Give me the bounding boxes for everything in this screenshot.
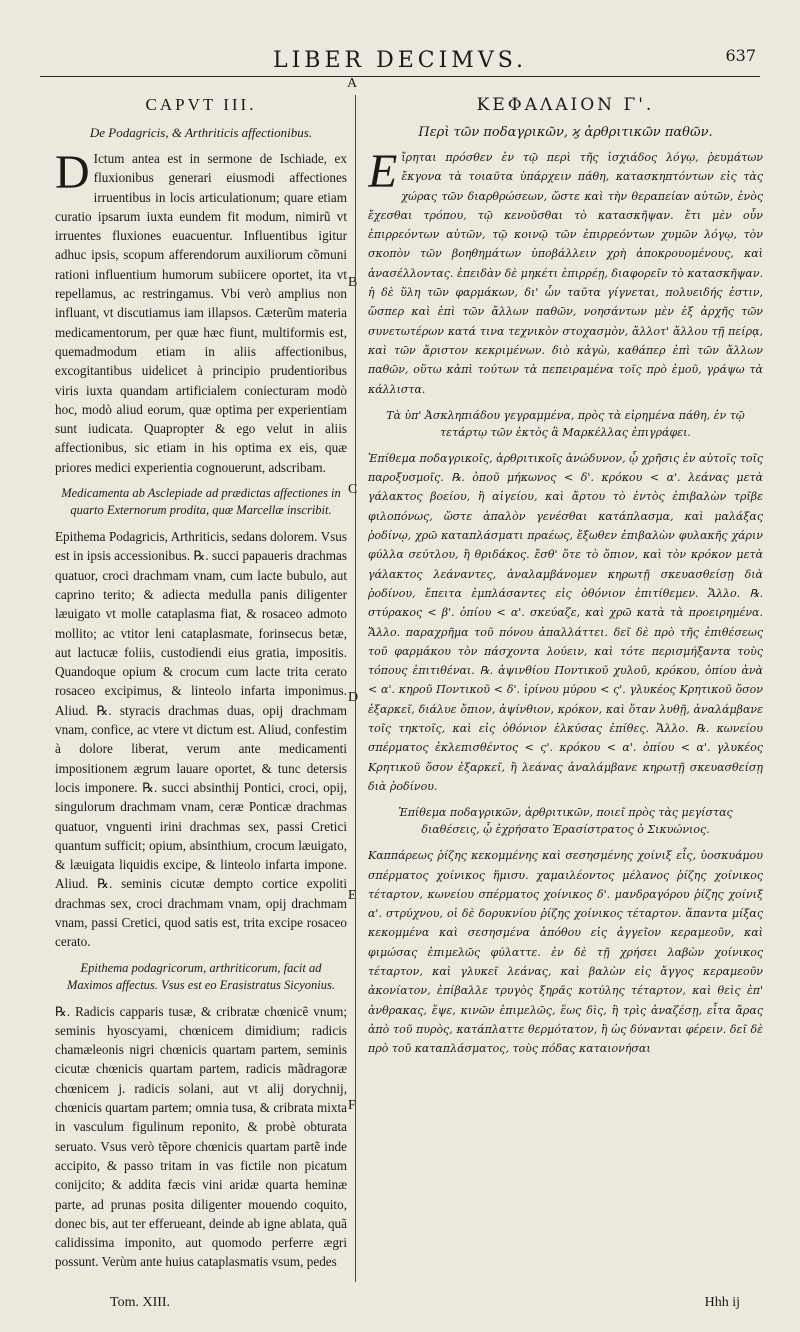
margin-letter-f: F: [348, 1098, 356, 1113]
latin-dropcap: D: [55, 146, 90, 199]
margin-letter-d: D: [348, 690, 359, 705]
latin-column: [55, 95, 347, 1272]
latin-heading-asclepiades: Medicamenta ab Asclepiade ad prædictas affectiones in quarto Externorum prodita, quæ Marcellæ inscribit.: [61, 486, 341, 518]
margin-letter-b: B: [348, 275, 358, 290]
latin-paragraph-1-text: Ictum antea est in sermone de Ischiade, ex fluxionibus generari eiusmodi affectiones irruentibus in locis articulationum; quare etiam curatio ipsarum iuxta eundem fit modum, nimirũ vt irruentes fluxiones euacuentur. Influentibus igitur adhuc ipsis, scopum afferendorum auxiliorum cõmuni rationi influentium humorum subiicere oportet, ita vt repellamus, ac restringamus. Vbi verò amplius non influant, vt discutiamus iam illapsos. Cæterũm materia medicamentorum, per quæ hæc fiunt, multiformis est, quemadmodum etiam in aliis affectionibus, excogitantibus uidelicet à principio prudentioribus viris iuxta quandam artificialem coniecturam modò hoc, modò aliud eorum, quæ optima per experientiam sunt iudicata. Quapropter & ego velut in aliis affectionibus, sic etiam in his optima ex eis, quæ priores medici experientia cognouerunt, adscribam.: [55, 151, 347, 475]
greek-paragraph-1: [368, 145, 763, 399]
latin-heading-erasistratus: Epithema podagricorum, arthriticorum, facit ad Maximos affectus. Vsus est eo Erasistratus Sicyonius.: [66, 960, 336, 992]
margin-letter-e: E: [348, 888, 357, 903]
latin-paragraph-3: ℞. Radicis capparis tusæ, & cribratæ chœnicẽ vnum; seminis hyoscyami, chœnicem dimidium; radicis chamæleonis nigri chœnicis quartam partem, seminis cicutæ chœnicis quartam partem, radicis mãdragoræ chœnicem j. radicis solani, aut vt alij dorychnij, chœnicis quartam partem; omnia tusa, & cribrata mixta in vasculum figulinum reponito, & probè obturata seruato. Vsus verò tẽpore chœnicis quartam partẽ inde accipito, & passo tritam in vas fictile non picatum conijcito; & addita fæcis vini aridæ quarta heminæ parte, ad prunas posita diligenter mouendo coquito, donec bis, aut ter efferueant, deinde ab igne ablata, quã calidissima imponito, aut quomodo perferre ægri possunt. Verùm ante huius cataplasmatis vsum, pedes: [55, 1003, 347, 1270]
greek-dropcap: Ε: [368, 145, 398, 198]
page-footer: [0, 1295, 800, 1319]
greek-heading-erasistratus: Ἐπίθεμα ποδαγρικῶν, ἀρθριτικῶν, ποιεῖ πρὸς τὰς μεγίστας διαθέσεις, ᾧ ἐχρήσατο Ἐρασίστρατος ὁ Σικυώνιος.: [398, 806, 733, 837]
greek-paragraph-3: Καππάρεως ῥίζης κεκομμένης καὶ σεσησμένης χοίνιξ εἷς, ὑοσκυάμου σπέρματος χοίνικος ἥμισυ. χαμαιλέοντος μέλανος ῥίζης χοίνικος τέταρτον, κωνείου σπέρματος χοίνικος δ'. μανδραγόρου ῥίζης χοίνιξ α'. στρύχνου, οἱ δὲ δορυκνίου ῥίζης χοίνικος τέταρτον. ἅπαντα μίξας κεκομμένα καὶ σεσησμένα ἀπόθου εἰς ἀγγεῖον κεραμεοῦν, καὶ φιμώσας ἐπιμελῶς φύλαττε. ἐν δὲ τῇ χρήσει λαβὼν χοίνικος τέταρτον, καὶ γλυκεῖ λεάνας, καὶ βαλὼν εἰς ἄγγος κεραμεοῦν ἀκονίατον, ἐπίβαλλε τρυγὸς ξηρᾶς κοτύλης τέταρτον, καὶ θεὶς ἐπ' ἀνθρακας, ἕψε, κινῶν ἐπιμελῶς, ἕως δὶς, ἢ τρὶς ἀναζέσῃ, εἶτα ἄρας ἀπὸ τοῦ πυρὸς, κατάπλαττε θερμότατον, ἢ ὡς δύνανται φέρειν. δεῖ δὲ πρὸ τοῦ καταπλάσματος, τοὺς πόδας καταιονήσαι: [368, 849, 763, 1056]
signature-mark: Tom. XIII.: [110, 1295, 171, 1310]
page-header: [40, 40, 760, 80]
greek-heading-asclepiades: Τὰ ὑπ' Ἀσκληπιάδου γεγραμμένα, πρὸς τὰ εἰρημένα πάθη, ἐν τῷ τετάρτῳ τῶν ἐκτὸς ἃ Μαρκέλλας ἐπιγράφει.: [386, 408, 745, 439]
latin-paragraph-1: [55, 146, 347, 477]
greek-chapter-title: ΚΕΦΑΛΑΙΟΝ Γ'.: [476, 95, 655, 115]
margin-letter-a: A: [347, 76, 358, 91]
latin-chapter-title: CAPVT III.: [145, 95, 257, 114]
greek-paragraph-2: Ἐπίθεμα ποδαγρικοῖς, ἀρθριτικοῖς ἀνώδυνον, ᾧ χρῆσις ἐν αὐτοῖς τοῖς παροξυσμοῖς. ℞. ὀποῦ μήκωνος < δ'. κρόκου < α'. λεάνας μετὰ γάλακτος βοείου, ἢ αἰγείου, καὶ ἄρτου τὸ ἐντὸς ἐπιβαλὼν τρῖβε φιλοπόνως, ὥστε ἁπαλὸν γενέσθαι κατάπλασμα, καὶ μαλάξας ῥοδίνῳ, χρῶ καταπλάσματι πραέως, ἔξωθεν ἐπιβαλὼν φυλακῆς χάριν φύλλα σεύτλου, ἢ θριδάκος. ἔσθ' ὅτε τὸ ὄπιον, καὶ τὸν κρόκον μετὰ γάλακτος λεάναντες, ἀναλαμβάνομεν κηρωτῇ σκευασθείσῃ διὰ ῥοδίνου, ἔπειτα ἐμπλάσαντες εἰς ὀθόνιον ἐπιτίθεμεν. Ἄλλο. ℞. στύρακος < β'. ὀπίου < α'. σκεύαζε, καὶ χρῶ κατὰ τὰ προειρημένα. Ἄλλο. παραχρῆμα τοῦ πόνου ἀπαλλάττει. δεῖ δὲ πρὸ τῆς ἐπιθέσεως τοῦ φαρμάκου τὸν πάσχοντα λούειν, καὶ τότε περισμήξαντα τοὺς τόπους ἐπιτιθέναι. ℞. ἀψινθίου Ποντικοῦ χυλοῦ, κρόκου, ὀπίου ἀνὰ < α'. κηροῦ Ποντικοῦ < δ'. ἰρίνου μύρου < ς'. γλυκέος Κρητικοῦ ὅσον ἐξαρκεῖ, διάλυε ὄπιον, ἀψίνθιον, κρόκον, καὶ ὅταν λυθῇ, ἀναλάμβανε τοῖς τηκτοῖς, καὶ εἰς ὀθόνιον ἑλκύσας ἐπίθες. Ἄλλο. ℞. κωνείου σπέρματος ἐκλεπισθέντος < ς'. κρόκου < α'. ὀπίου < α'. γλυκέος Κρητικοῦ ὅσον ἐξαρκεῖ, ἢ λεάνας ἀναλάμβανε κηρωτῇ σκευασθείσῃ διὰ ῥοδίνου.: [368, 451, 763, 793]
page-number: 637: [725, 46, 756, 65]
greek-chapter-subtitle: Περὶ τῶν ποδαγρικῶν, ϗ ἀρθριτικῶν παθῶν.: [418, 125, 713, 140]
header-rule: [40, 76, 760, 77]
catchword: Hhh ij: [704, 1295, 740, 1310]
greek-paragraph-1-text: ἴρηται πρόσθεν ἐν τῷ περὶ τῆς ἰσχιάδος λόγῳ, ῥευμάτων ἔκγονα τὰ τοιαῦτα ὑπάρχειν πάθη, κατασκηπτόντων εἰς τὰς χώρας τῶν διαρθρώσεων, ὥστε καὶ τὴν θεραπείαν αὐτῶν, ἑνὸς ἔχεσθαι τρόπου, τῷ κενοῦσθαι τὸ κατασκῆψαν. ἔτι μὲν οὖν ἐπιρρεόντων αὐτῶν, τῷ κοινῷ τῶν ἐπιρρεόντων χυμῶν λόγῳ, τὸν σκοπὸν τῶν βοηθημάτων ὑποβάλλειν χρὴ ἀποκρουομένους, καὶ ἀνασέλλοντας. ἐπειδὰν δὲ μηκέτι ἐπιρρέῃ, διαφορεῖν τὸ κατασκῆψαν. ἡ δὲ ὕλη τῶν φαρμάκων, δι' ὧν ταῦτα γίγνεται, πολυειδής ἐστιν, ὥσπερ καὶ ἐπὶ τῶν ἄλλων παθῶν, νοησάντων μὲν ἐξ ἀρχῆς τῶν συνετωτέρων κατά τινα τεχνικὸν στοχασμὸν, ἄλλοτ' ἄλλου τῇ πείρᾳ, καὶ τῶν ἄριστον κεκριμένων. διὸ κἀγὼ, καθάπερ ἐπὶ τῶν ἄλλων παθῶν, οὕτω κἀπὶ τούτων τὰ πεπειραμένα τοῖς πρὸ ἐμοῦ, γράψω τὰ κάλλιστα.: [368, 151, 763, 396]
column-divider: [355, 95, 356, 1282]
latin-chapter-subtitle: De Podagricis, & Arthriticis affectionibus.: [89, 125, 313, 140]
running-head: LIBER DECIMVS.: [273, 48, 527, 73]
greek-column: [368, 95, 763, 1272]
latin-paragraph-2: Epithema Podagricis, Arthriticis, sedans dolorem. Vsus est in ipsis accessionibus. ℞. succi papaueris drachmas quatuor, croci drachmam vnam, cum lacte bubulo, aut caprino terito; & adiecta medulla panis diligenter læuigato vt molle cataplasma fiat, & rosaceo admoto mollito; ac vtitor leni cataplasmate, forinsecus betæ, aut lactucæ foliis, custodiendi eius gratia, impositis. Quandoque opium & crocum cum lacte trita cerato rosaceo excipimus, & linteolo infarta imponimus. Aliud. ℞. styracis drachmas duas, opij drachmam vnam, confice, ac vtere vt dictum est. Aliud, confestim à dolore liberat, verum ante medicamenti impositionem ægrum lauare oportet, & tunc detersis locis imponere. ℞. succi absinthij Pontici, croci, opij, singulorum drachmam vnam, ceræ Ponticæ drachmas quatuor, vnguenti irini drachmas sex, passi Cretici quantum sufficit; opium, absinthium, crocum læuigato, & læuigata liquidis excipe, & linteolo infarta impone. Aliud. ℞. seminis cicutæ dempto cortice expoliti drachmas sex, croci drachmam vnam, opij drachmam vnam, passi Cretici, quod satis est, trita excipe rosaceo cerato.: [55, 529, 347, 950]
margin-letter-c: C: [348, 482, 358, 497]
